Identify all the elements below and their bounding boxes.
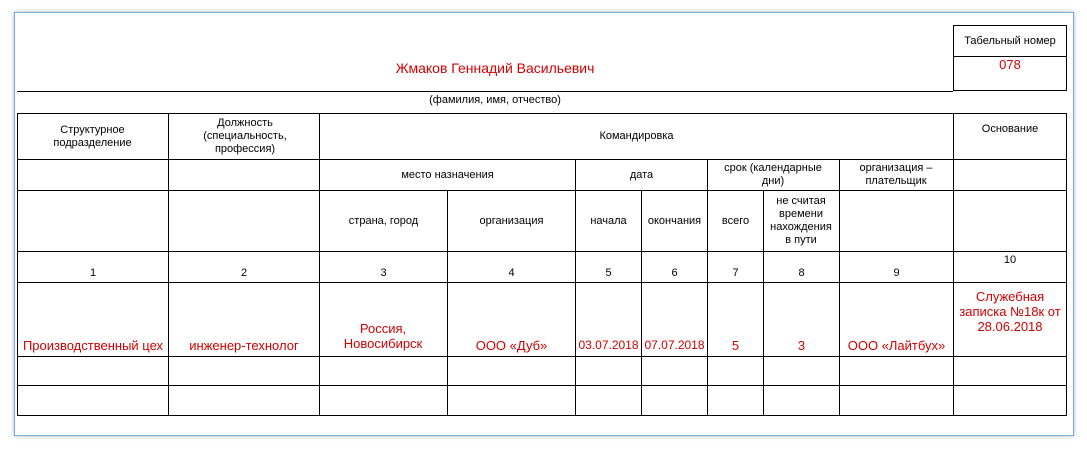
header-basis: Основание	[981, 122, 1039, 135]
tab-number-label: Табельный номер	[964, 34, 1056, 47]
name-underline	[17, 91, 953, 92]
row-total-days: 5	[731, 337, 740, 353]
column-number-3: 3	[380, 266, 387, 279]
row-payer: ООО «Лайтбух»	[847, 337, 946, 353]
row-organization: ООО «Дуб»	[475, 337, 548, 353]
column-number-7: 7	[732, 266, 739, 279]
row-basis: Служебная записка №18к от 28.06.2018	[959, 288, 1061, 334]
row-division: Производственный цех	[22, 337, 164, 353]
column-number-1: 1	[89, 266, 97, 279]
header-payer: организация – плательщик	[859, 162, 933, 187]
row-start-date: 03.07.2018	[578, 337, 639, 352]
column-number-6: 6	[671, 266, 678, 279]
employee-full-name: Жмаков Геннадий Васильевич	[395, 59, 595, 76]
tab-number-value: 078	[999, 57, 1021, 72]
row-position: инженер-технолог	[189, 337, 299, 353]
row-end-date: 07.07.2018	[644, 337, 705, 352]
column-number-8: 8	[798, 266, 805, 279]
header-total: всего	[721, 214, 750, 227]
header-organization: организация	[479, 214, 544, 227]
header-end: окончания	[647, 214, 702, 227]
column-number-10: 10	[1003, 253, 1017, 266]
column-number-2: 2	[240, 266, 248, 279]
document-sheet	[14, 12, 1074, 436]
header-excluding-travel: не считая времени нахождения в пути	[770, 195, 832, 246]
header-country-city: страна, город	[348, 214, 419, 227]
header-division: Структурное подразделение	[53, 123, 132, 149]
header-position: Должность (специальность, профессия)	[203, 117, 287, 155]
header-date: дата	[629, 168, 654, 181]
row-excluding-travel-days: 3	[797, 337, 806, 353]
header-duration: срок (календарные дни)	[724, 162, 822, 187]
row-country-city: Россия, Новосибирск	[343, 321, 423, 351]
full-name-caption: (фамилия, имя, отчество)	[429, 94, 561, 106]
column-number-9: 9	[893, 266, 900, 279]
column-number-4: 4	[508, 266, 515, 279]
header-trip: Командировка	[599, 130, 674, 142]
header-destination: место назначения	[401, 168, 494, 181]
column-number-5: 5	[605, 266, 612, 279]
header-start: начала	[590, 214, 627, 227]
